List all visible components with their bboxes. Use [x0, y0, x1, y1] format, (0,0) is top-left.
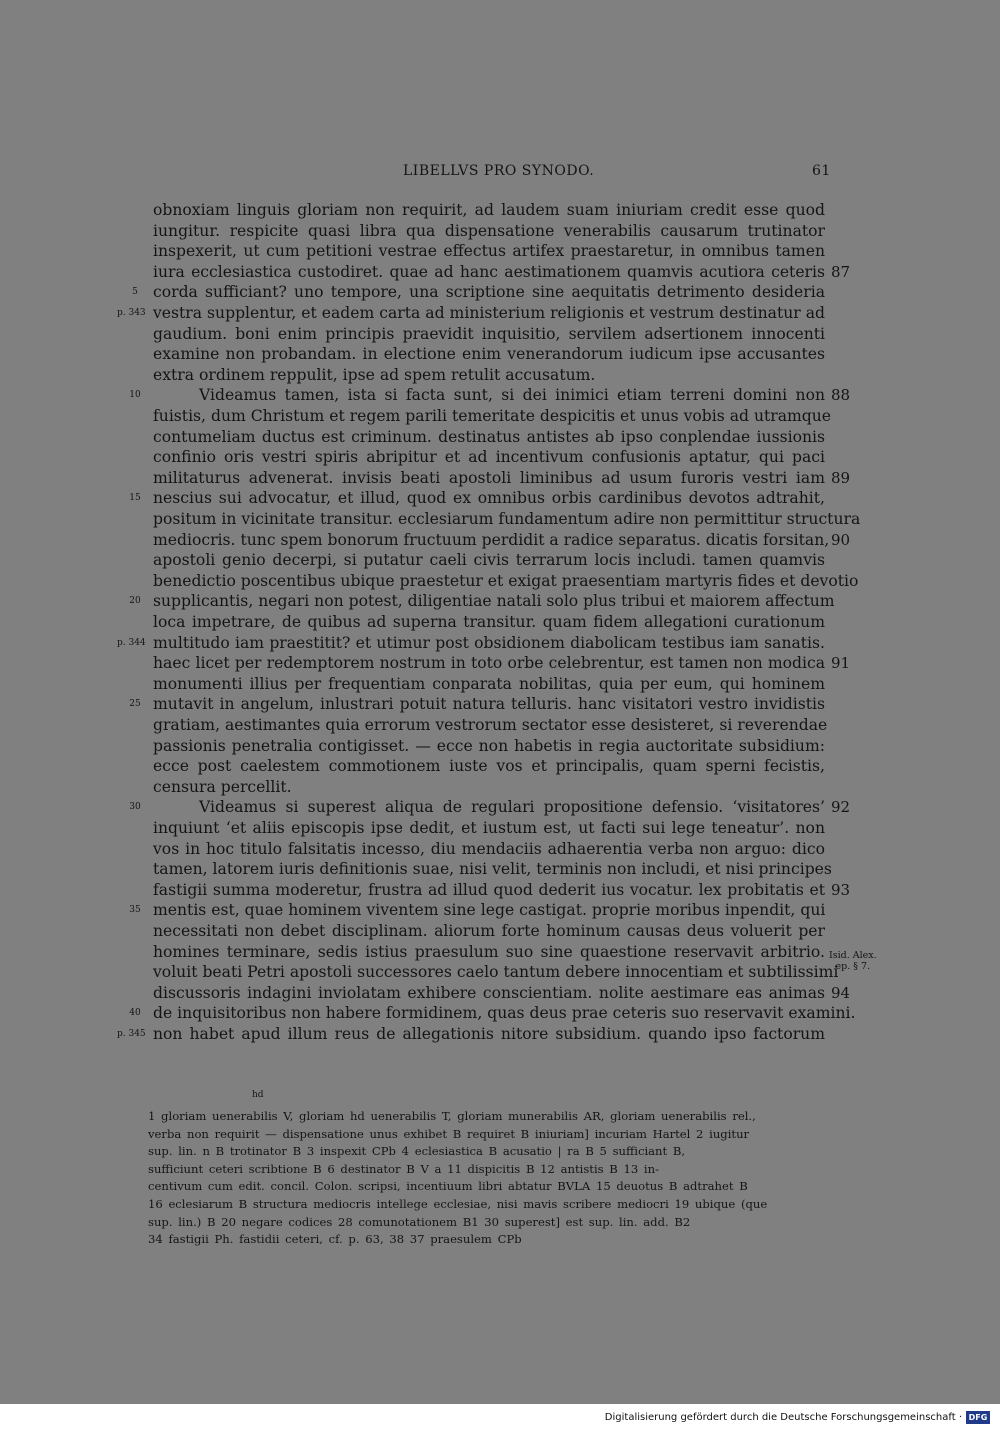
text-line: [0, 427, 1000, 448]
running-title: LIBELLVS PRO SYNODO.: [403, 163, 595, 179]
line-text: non habet apud illum reus de allegationis nitore subsidium. quando ipso factorum: [153, 1025, 825, 1043]
page-reference: p. 345: [117, 1029, 146, 1039]
page-reference: p. 344: [117, 637, 146, 648]
apparatus-line: sup. lin.) B 20 negare codices 28 comunotationem B1 30 superest] est sup. lin. add. B2: [148, 1214, 691, 1229]
section-number: 90: [831, 530, 851, 549]
line-text: contumeliam ductus est criminum. destinatus antistes ab ipso conplendae iussionis: [153, 427, 825, 446]
text-line: [0, 303, 1000, 324]
line-text: obnoxiam linguis gloriam non requirit, ad laudem suam iniuriam credit esse quod: [153, 201, 825, 219]
text-line: [0, 921, 1000, 942]
section-number: 94: [831, 983, 851, 1002]
line-text: tamen, latorem iuris definitionis suae, nisi velit, terminis non includi, et nisi principes: [153, 860, 832, 879]
section-number: 88: [831, 386, 851, 405]
text-line: [0, 282, 1000, 303]
text-line: [0, 756, 1000, 777]
text-line: [0, 344, 1000, 365]
funding-credit: Digitalisierung gefördert durch die Deutsche Forschungsgemeinschaft ·: [604, 1412, 962, 1423]
apparatus-line: sufficiunt ceteri scribtione B 6 destinator B V a 11 dispicitis B 12 antistis B 13 in-: [148, 1161, 660, 1176]
line-text: haec licet per redemptorem nostrum in toto orbe celebrentur, est tamen non modica: [153, 654, 825, 673]
line-text: militaturus advenerat. invisis beati apostoli liminibus ad usum furoris vestri iam: [153, 468, 825, 487]
text-line: [0, 612, 1000, 633]
apparatus-line: centivum cum edit. concil. Colon. scripsi, incentiuum libri abtatur BVLA 15 deuotus B adtrahet B: [148, 1179, 748, 1194]
text-line: [0, 715, 1000, 736]
line-number: 40: [129, 1008, 141, 1019]
text-line: [0, 262, 1000, 283]
text-line: [0, 983, 1000, 1004]
text-line: [0, 488, 1000, 509]
margin-reference-line1: Isid. Alex.: [829, 950, 877, 961]
apparatus-line: verba non requirit — dispensatione unus exhibet B requiret B iniuriam] incuriam Hartel 2 iugitur: [148, 1126, 750, 1141]
text-line: [0, 406, 1000, 427]
line-text: censura percellit.: [153, 777, 292, 796]
line-number: 10: [129, 390, 141, 401]
text-line: [0, 447, 1000, 468]
line-number: 25: [129, 699, 141, 710]
line-text: fuistis, dum Christum et regem parili temeritate despicitis et unus vobis ad utramque: [153, 407, 832, 425]
line-text: mediocris. tunc spem bonorum fructuum perdidit a radice separatus. dicatis forsitan,: [153, 530, 830, 549]
line-text: vestra supplentur, et eadem carta ad ministerium religionis et vestrum destinatur ad: [153, 304, 825, 322]
text-line: [0, 633, 1000, 654]
line-text: homines terminare, sedis istius praesulum suo sine quaestione reservavit arbitrio.: [153, 942, 825, 961]
line-text: Videamus si superest aliqua de regulari propositione defensio. ‘visitatores’: [199, 798, 825, 817]
apparatus-superscript: hd: [252, 1090, 264, 1100]
line-text: extra ordinem reppulit, ipse ad spem retulit accusatum.: [153, 365, 596, 384]
line-number: 30: [129, 802, 141, 813]
section-number: 93: [831, 880, 851, 899]
line-text: gaudium. boni enim principis praevidit inquisitio, servilem adsertionem innocenti: [153, 324, 825, 343]
line-text: voluit beati Petri apostoli successores caelo tantum debere innocentiam et subtilissimi: [153, 963, 839, 982]
line-number: 5: [132, 287, 138, 298]
line-number: 20: [129, 596, 141, 607]
section-number: 92: [831, 798, 851, 817]
line-text: inquiunt ‘et aliis episcopis ipse dedit, et iustum est, ut facti sui lege teneatur’. non: [153, 819, 825, 837]
apparatus-line: 34 fastigii Ph. fastidii ceteri, cf. p. 63, 38 37 praesulem CPb: [148, 1232, 522, 1247]
text-line: [0, 324, 1000, 345]
line-text: mentis est, quae hominem viventem sine lege castigat. proprie moribus inpendit, qui: [153, 901, 826, 920]
line-text: nescius sui advocatur, et illud, quod ex omnibus orbis cardinibus devotos adtrahit,: [153, 489, 825, 508]
text-line: [0, 736, 1000, 757]
text-line: [0, 385, 1000, 406]
apparatus-line: 16 eclesiarum B structura mediocris intellege ecclesiae, nisi mavis scribere mediocri 19 ubique (que: [148, 1197, 768, 1211]
line-number: 35: [129, 905, 141, 916]
text-line: [0, 694, 1000, 715]
line-text: apostoli genio decerpi, si putatur caeli civis terrarum locis includi. tamen quamvis: [153, 551, 825, 570]
text-line: [0, 571, 1000, 592]
margin-reference: [829, 950, 877, 972]
text-line: [0, 839, 1000, 860]
text-line: [0, 777, 1000, 798]
section-number: 91: [831, 654, 851, 673]
text-line: [0, 1003, 1000, 1024]
line-text: mutavit in angelum, inlustrari potuit natura telluris. hanc visitatori vestro invidistis: [153, 695, 825, 714]
text-line: [0, 1024, 1000, 1045]
line-text: vos in hoc titulo falsitatis incesso, diu mendaciis adhaerentia verba non arguo: dico: [153, 839, 825, 858]
page-number: 61: [812, 163, 831, 179]
line-text: multitudo iam praestitit? et utimur post obsidionem diabolicam testibus iam sanatis.: [153, 633, 825, 652]
text-line: [0, 797, 1000, 818]
text-line: [0, 900, 1000, 921]
line-text: discussoris indagini inviolatam exhibere conscientiam. nolite aestimare eas animas: [153, 983, 825, 1002]
text-line: [0, 221, 1000, 242]
line-text: positum in vicinitate transitur. ecclesiarum fundamentum adire non permittitur structura: [153, 510, 861, 528]
line-text: gratiam, aestimantes quia errorum vestrorum sectator esse desisteret, si reverendae: [153, 716, 828, 734]
dfg-logo: DFG: [966, 1411, 990, 1424]
running-header: [0, 163, 1000, 185]
line-text: iura ecclesiastica custodiret. quae ad hanc aestimationem quamvis acutiora ceteris: [153, 262, 825, 281]
text-line: [0, 880, 1000, 901]
line-text: de inquisitoribus non habere formidinem, quas deus prae ceteris suo reservavit examini.: [153, 1004, 856, 1023]
line-text: corda sufficiant? uno tempore, una scriptione sine aequitatis detrimento desideria: [153, 283, 825, 302]
line-text: iungitur. respicite quasi libra qua dispensatione venerabilis causarum trutinator: [153, 221, 825, 240]
line-text: inspexerit, ut cum petitioni vestrae effectus artifex praestaretur, in omnibus tamen: [153, 242, 825, 261]
page-reference: p. 343: [117, 308, 146, 318]
text-line: [0, 468, 1000, 489]
text-line: [0, 550, 1000, 571]
section-number: 89: [831, 468, 851, 487]
apparatus-line: sup. lin. n B trotinator B 3 inspexit CPb 4 eclesiastica B acusatio | ra B 5 sufficiant B,: [148, 1144, 686, 1159]
line-text: passionis penetralia contigisset. — ecce non habetis in regia auctoritate subsidium:: [153, 736, 825, 755]
text-line: [0, 365, 1000, 386]
text-line: [0, 653, 1000, 674]
text-line: [0, 674, 1000, 695]
section-number: 87: [831, 262, 851, 281]
text-line: [0, 859, 1000, 880]
text-line: [0, 591, 1000, 612]
margin-reference-line2: ep. § 7.: [835, 961, 871, 972]
line-text: ecce post caelestem commotionem iuste vos et principalis, quam sperni fecistis,: [153, 757, 825, 776]
text-line: [0, 818, 1000, 839]
line-text: fastigii summa moderetur, frustra ad illud quod dederit ius vocatur. lex probitatis et: [153, 880, 825, 899]
line-number: 15: [129, 493, 141, 504]
line-text: examine non probandam. in electione enim venerandorum iudicum ipse accusantes: [153, 345, 825, 364]
text-line: [0, 241, 1000, 262]
line-text: monumenti illius per frequentiam conparata nobilitas, quia per eum, qui hominem: [153, 674, 825, 693]
line-text: confinio oris vestri spiris abripitur et ad incentivum confusionis aptatur, qui paci: [153, 448, 825, 467]
text-line: [0, 530, 1000, 551]
line-text: necessitati non debet disciplinam. aliorum forte hominum causas deus voluerit per: [153, 922, 825, 940]
line-text: loca impetrare, de quibus ad superna transitur. quam fidem allegationi curationum: [153, 613, 825, 631]
text-line: [0, 200, 1000, 221]
line-text: supplicantis, negari non potest, diligentiae natali solo plus tribui et maiorem affectum: [153, 592, 835, 611]
text-line: [0, 509, 1000, 530]
line-text: Videamus tamen, ista si facta sunt, si dei inimici etiam terreni domini non: [199, 386, 825, 405]
apparatus-line: 1 gloriam uenerabilis V, gloriam hd uenerabilis T, gloriam munerabilis AR, gloriam uenerabilis rel.,: [148, 1109, 756, 1123]
line-text: benedictio poscentibus ubique praestetur et exigat praesentiam martyris fides et devotio: [153, 571, 859, 590]
